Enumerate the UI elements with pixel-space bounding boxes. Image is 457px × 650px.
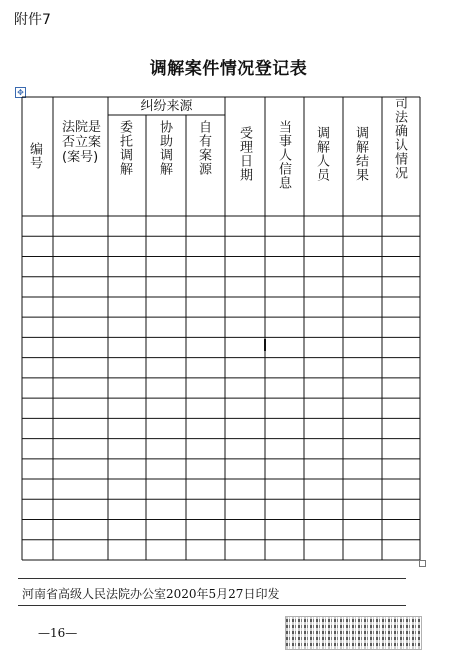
attachment-label: 附件7 <box>14 12 51 28</box>
page-number: —16— <box>38 626 78 640</box>
header-mediator: 调解人员 <box>314 126 329 182</box>
header-assisted: 协助调解 <box>157 120 172 176</box>
barcode-stamp <box>285 616 422 650</box>
table-resize-handle[interactable] <box>419 560 426 567</box>
issuer-line: 河南省高级人民法院办公室2020年5月27日印发 <box>22 587 280 601</box>
footer-rule-top <box>18 578 406 579</box>
header-number: 编号 <box>27 142 42 170</box>
header-accept-date: 受理日期 <box>237 126 252 182</box>
form-title: 调解案件情况登记表 <box>149 59 308 79</box>
header-party-info: 当事人信息 <box>276 120 291 190</box>
header-result: 调解结果 <box>353 126 368 182</box>
header-court-case-text: 法院是否立案(案号) <box>62 120 102 165</box>
table-move-handle-icon[interactable]: ✥ <box>15 87 26 98</box>
header-entrusted: 委托调解 <box>117 120 132 176</box>
text-cursor <box>264 339 266 351</box>
header-judicial-confirm: 司法确认情况 <box>392 96 407 180</box>
header-dispute-source: 纠纷来源 <box>140 99 193 114</box>
header-court-case <box>62 120 108 165</box>
header-own-source: 自有案源 <box>196 120 211 176</box>
footer-rule-bottom <box>18 605 406 606</box>
